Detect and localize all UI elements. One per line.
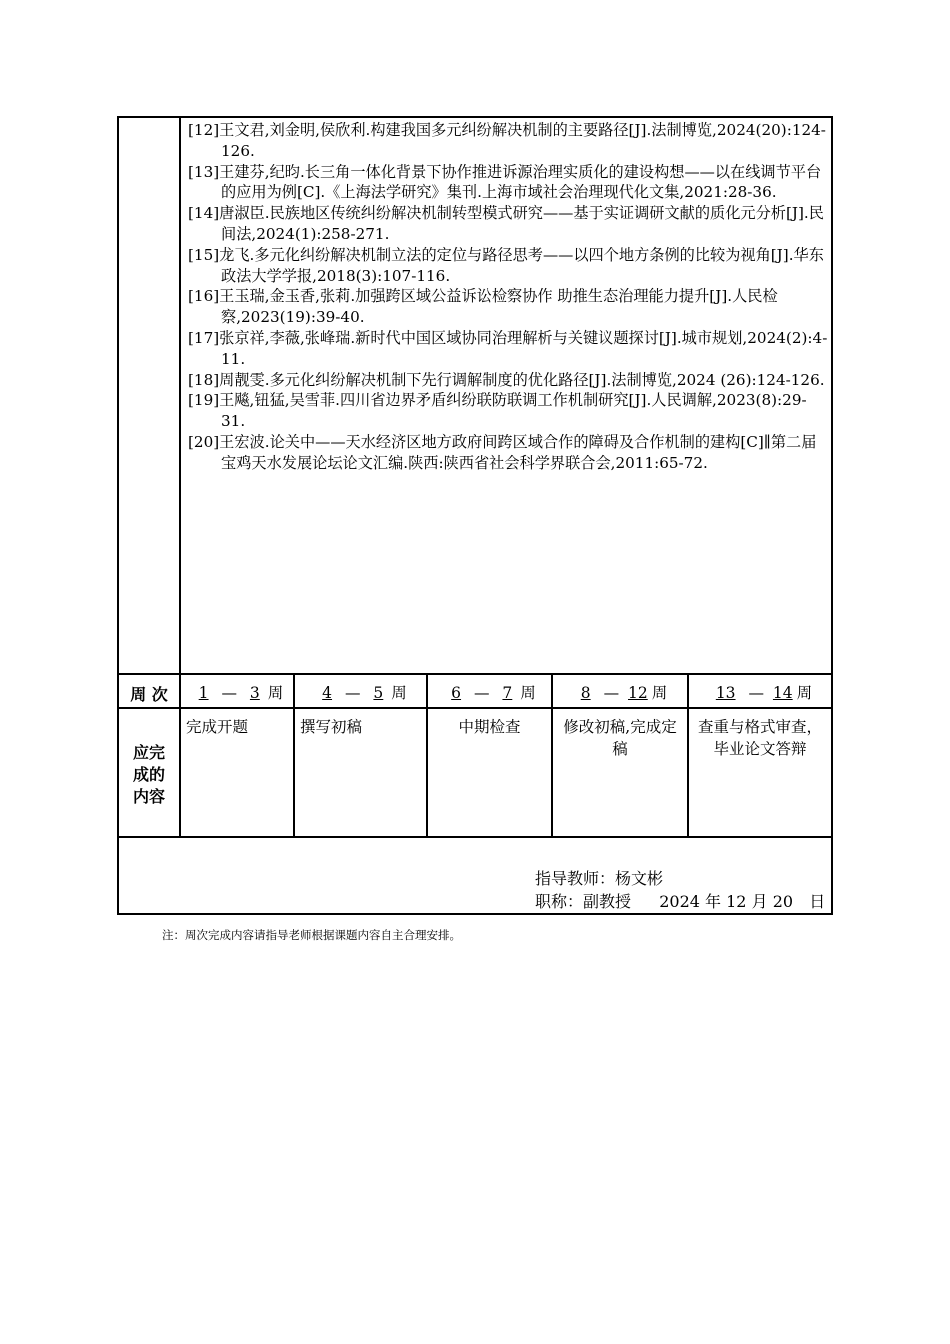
week-range-5 xyxy=(689,681,831,703)
week-from: 1 xyxy=(198,684,209,702)
week-header: 周 次 xyxy=(130,685,168,704)
row-divider xyxy=(117,836,833,838)
week-range-1 xyxy=(181,681,293,703)
week-to: 3 xyxy=(249,684,260,702)
week-from: 6 xyxy=(451,684,462,702)
reference-item: [13]王建芬,纪昀.长三角一体化背景下协作推进诉源治理实质化的建设构想——以在线调节平台的应用为例[C].《上海法学研究》集刊.上海市域社会治理现代化文集,2021:28-36. xyxy=(188,162,822,202)
date-day-unit: 日 xyxy=(809,892,826,911)
task-cell: 中期检查 xyxy=(458,718,521,736)
column-divider xyxy=(179,116,181,837)
week-from: 8 xyxy=(580,684,591,702)
task-cell: 撰写初稿 xyxy=(300,718,363,736)
week-range-2 xyxy=(295,681,426,703)
reference-item: [17]张京祥,李薇,张峰瑞.新时代中国区域协同治理解析与关键议题探讨[J].城市规划,2024(2):4-11. xyxy=(188,328,828,368)
week-dash: — xyxy=(603,684,620,702)
week-unit: 周 xyxy=(651,684,668,702)
week-range-3 xyxy=(428,681,551,703)
week-range-4 xyxy=(553,681,687,703)
reference-item: [20]王宏波.论关中——天水经济区地方政府间跨区域合作的障碍及合作机制的建构[C]∥第二届宝鸡天水发展论坛论文汇编.陕西:陕西省社会科学界联合会,2011:65-72. xyxy=(188,432,817,472)
date-day: 20 xyxy=(772,892,794,911)
row-divider xyxy=(117,707,833,709)
date-year: 2024 xyxy=(659,892,700,911)
reference-item: [12]王文君,刘金明,侯欣利.构建我国多元纠纷解决机制的主要路径[J].法制博览,2024(20):124-126. xyxy=(188,121,826,160)
week-from: 13 xyxy=(715,684,736,702)
date-year-unit: 年 xyxy=(705,892,722,911)
advisor-title: 职称：副教授 xyxy=(535,892,632,911)
task-cell: 查重与格式审查，毕业论文答辩 xyxy=(697,718,822,758)
task-cell: 修改初稿,完成定稿 xyxy=(563,718,677,758)
row-divider xyxy=(117,673,833,675)
reference-item: [19]王飚,钮猛,吴雪菲.四川省边界矛盾纠纷联防联调工作机制研究[J].人民调解,2023(8):29-31. xyxy=(188,391,807,431)
week-unit: 周 xyxy=(391,684,407,702)
week-from: 4 xyxy=(322,684,333,702)
week-to: 5 xyxy=(373,684,384,702)
week-dash: — xyxy=(473,684,490,702)
week-unit: 周 xyxy=(520,684,536,702)
week-unit: 周 xyxy=(796,684,813,702)
content-header: 应完成的内容 xyxy=(132,743,165,806)
reference-item: [16]王玉瑞,金玉香,张莉.加强跨区域公益诉讼检察协作 助推生态治理能力提升[J].人民检察,2023(19):39-40. xyxy=(188,287,778,327)
title-date-line xyxy=(535,889,825,912)
reference-item: [18]周靓雯.多元化纠纷解决机制下先行调解制度的优化路径[J].法制博览,2024 (26):124-126. xyxy=(188,370,825,389)
date-month-unit: 月 xyxy=(751,892,768,911)
week-to: 7 xyxy=(502,684,513,702)
advisor-line: 指导教师：杨文彬 xyxy=(535,869,664,888)
week-to: 14 xyxy=(772,684,793,702)
week-dash: — xyxy=(748,684,764,702)
reference-item: [14]唐淑臣.民族地区传统纠纷解决机制转型模式研究——基于实证调研文献的质化元分析[J].民间法,2024(1):258-271. xyxy=(188,204,824,243)
week-dash: — xyxy=(221,684,237,702)
reference-list xyxy=(188,120,830,474)
footnote: 注：周次完成内容请指导老师根据课题内容自主合理安排。 xyxy=(162,928,461,942)
reference-item: [15]龙飞.多元化纠纷解决机制立法的定位与路径思考——以四个地方条例的比较为视角[J].华东政法大学学报,2018(3):107-116. xyxy=(188,245,824,285)
week-unit: 周 xyxy=(267,684,284,702)
week-dash: — xyxy=(344,684,361,702)
week-to: 12 xyxy=(628,684,648,702)
task-cell: 完成开题 xyxy=(186,718,249,736)
date-month: 12 xyxy=(726,892,747,911)
